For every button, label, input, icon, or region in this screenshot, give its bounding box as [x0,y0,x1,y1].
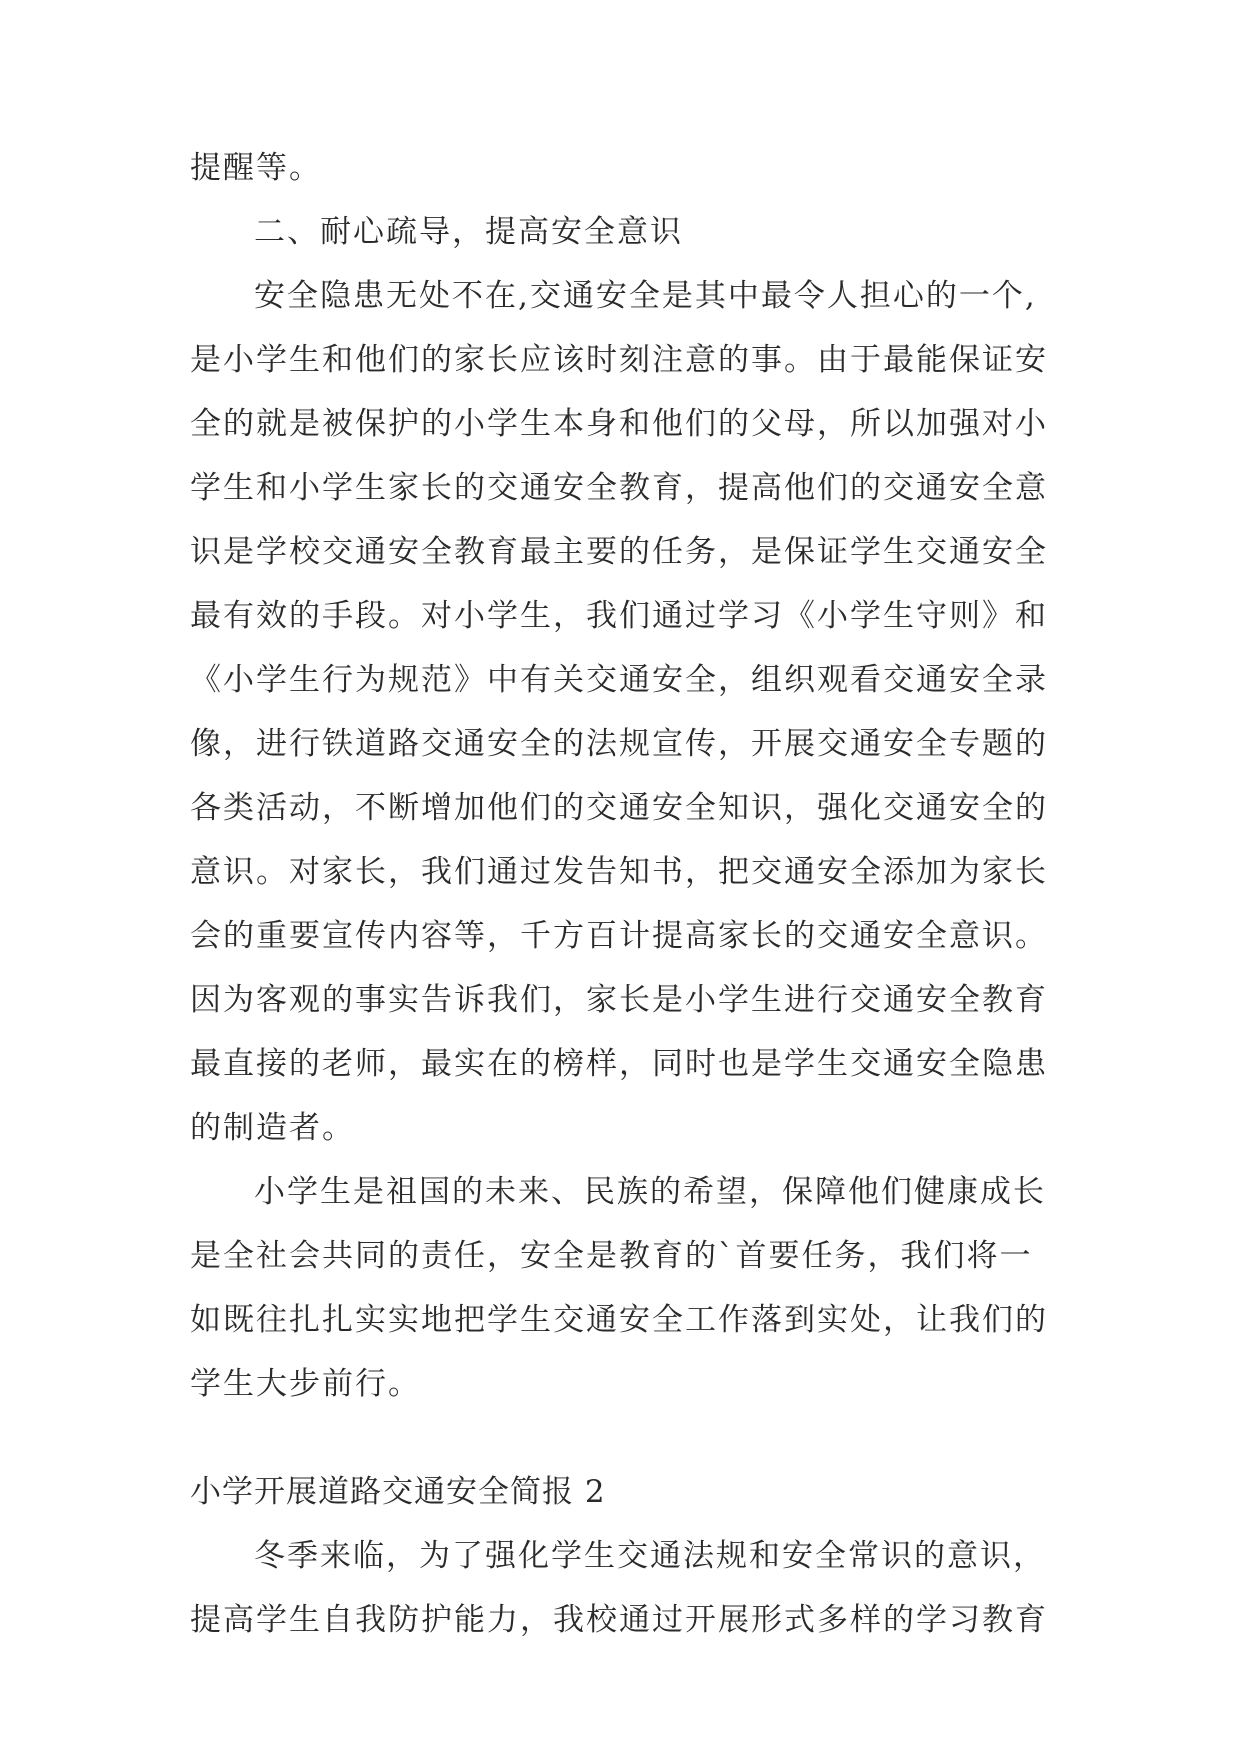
paragraph-line: 学生和小学生家长的交通安全教育，提高他们的交通安全意 [190,470,1048,506]
paragraph-line: 如既往扎扎实实地把学生交通安全工作落到实处，让我们的 [190,1302,1048,1338]
paragraph-line: 《小学生行为规范》中有关交通安全，组织观看交通安全录 [190,662,1048,698]
paragraph-line: 意识。对家长，我们通过发告知书，把交通安全添加为家长 [190,854,1048,890]
paragraph-line: 是小学生和他们的家长应该时刻注意的事。由于最能保证安 [190,342,1048,378]
paragraph-line: 学生大步前行。 [190,1366,421,1402]
paragraph-line: 提醒等。 [190,150,322,186]
paragraph-line: 小学生是祖国的未来、民族的希望，保障他们健康成长 [254,1174,1046,1210]
paragraph-line: 最直接的老师，最实在的榜样，同时也是学生交通安全隐患 [190,1046,1048,1082]
paragraph-line: 冬季来临，为了强化学生交通法规和安全常识的意识， [254,1538,1046,1574]
paragraph-line: 像，进行铁道路交通安全的法规宣传，开展交通安全专题的 [190,726,1048,762]
paragraph-line: 是全社会共同的责任，安全是教育的`首要任务，我们将一 [190,1238,1033,1274]
paragraph-line: 的制造者。 [190,1110,355,1146]
paragraph-line: 会的重要宣传内容等，千方百计提高家长的交通安全意识。 [190,918,1048,954]
paragraph-line: 因为客观的事实告诉我们，家长是小学生进行交通安全教育 [190,982,1048,1018]
paragraph-line: 最有效的手段。对小学生，我们通过学习《小学生守则》和 [190,598,1048,634]
paragraph-line: 识是学校交通安全教育最主要的任务，是保证学生交通安全 [190,534,1048,570]
section-heading: 二、耐心疏导，提高安全意识 [254,214,683,250]
paragraph-line: 安全隐患无处不在,交通安全是其中最令人担心的一个, [254,278,1037,314]
paragraph-line: 全的就是被保护的小学生本身和他们的父母，所以加强对小 [190,406,1048,442]
paragraph-line: 各类活动，不断增加他们的交通安全知识，强化交通安全的 [190,790,1048,826]
article-title: 小学开展道路交通安全简报 2 [190,1474,606,1510]
paragraph-line: 提高学生自我防护能力，我校通过开展形式多样的学习教育 [190,1602,1048,1638]
